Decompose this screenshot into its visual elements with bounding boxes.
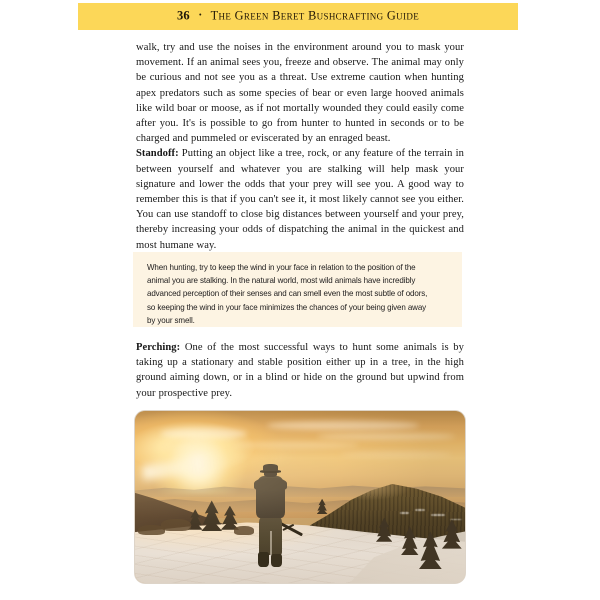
run-in-heading-perching: Perching: xyxy=(136,342,181,353)
running-head-content xyxy=(177,9,419,24)
paragraph-standoff xyxy=(136,146,464,252)
hunter-shoulders xyxy=(254,478,287,491)
bullet-separator-icon: • xyxy=(198,10,202,20)
hunter-sunset-photo xyxy=(135,411,465,583)
shrub xyxy=(161,519,191,531)
perching-block xyxy=(136,340,464,401)
tip-callout-box xyxy=(133,252,462,327)
cloud-band xyxy=(161,428,247,438)
tip-callout-text: When hunting, try to keep the wind in your face in relation to the position of the animal you are stalking. In the natural world, most wild animals have incredibly advanced perception of their senses and can smell even the most subtle of odors, so keeping the wind in your face minimizes the chances of your being given away by your smell. xyxy=(147,262,428,325)
snow-patch xyxy=(400,512,408,513)
running-head-band xyxy=(78,3,518,30)
paragraph-continuation: walk, try and use the noises in the environment around you to mask your movement. If an animal sees you, freeze and observe. The animal may only be curious and not see you as a threat. Use extreme caution when hunting apex predators such as some species of bear or even large hooved animals like wild boar or moose, as if not mortally wounded they could easily come after you. It's is possible to go from hunter to hunted in seconds or to be charged and pummeled or eviscerated by an enraged beast. xyxy=(136,42,464,145)
hunter-hat xyxy=(263,464,278,471)
snow-patch xyxy=(415,509,425,511)
hunter-silhouette xyxy=(252,464,288,569)
snow-patch xyxy=(450,519,462,521)
cloud-band xyxy=(267,421,419,430)
hunter-boot xyxy=(258,552,269,567)
shrub xyxy=(234,526,254,535)
hunter-boot xyxy=(271,554,282,568)
paragraph-standoff-text: Putting an object like a tree, rock, or any feature of the terrain in between yourself and whatever you are stalking will help mask your signature and lower the odds that your prey will see you. A good way to remember this is that if you can't see it, it most likely cannot see you either. You can use standoff to close big distances between yourself and your prey, thereby increasing your odds of dispatching the animal in the quickest and most humane way. xyxy=(136,148,464,251)
photo-frame xyxy=(135,411,465,583)
run-in-heading-standoff: Standoff: xyxy=(136,148,179,160)
cloud-band xyxy=(234,442,359,448)
leg-gap xyxy=(270,531,272,554)
paragraph-perching-text: One of the most successful ways to hunt some animals is by taking up a stationary and stable position either up in a tree, in the high ground aiming down, or in a blind or hide on the ground but upwind from your prospective prey. xyxy=(136,342,464,399)
shrub xyxy=(138,525,164,535)
book-title: The Green Beret Bushcrafting Guide xyxy=(210,8,420,23)
snow-patch xyxy=(431,514,445,516)
text-column xyxy=(136,40,464,253)
paragraph-perching xyxy=(136,340,464,401)
page-number: 36 xyxy=(176,8,190,23)
